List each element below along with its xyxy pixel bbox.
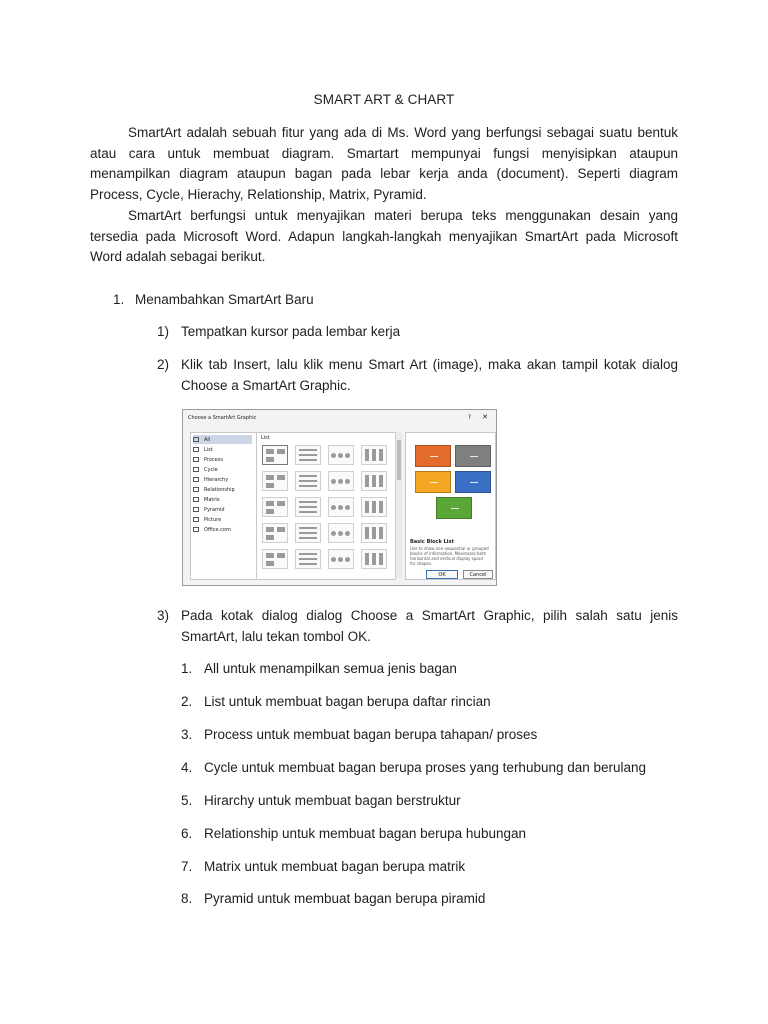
- thumbnail-shape: [299, 563, 317, 565]
- help-icon: ?: [467, 414, 471, 421]
- layout-thumbnail: [328, 497, 354, 517]
- category-item: Process: [193, 455, 252, 464]
- category-cycle-icon: [193, 467, 199, 472]
- preview-description: Use to show non-sequential or grouped blocks of information. Maximizes both horizontal and vertical display space for shapes.: [410, 546, 489, 566]
- preview-block: [436, 497, 472, 519]
- thumbnail-shape: [299, 532, 317, 534]
- option-number: 7.: [181, 859, 193, 874]
- layout-thumbnail: [361, 497, 387, 517]
- category-matrix-icon: [193, 497, 199, 502]
- layout-thumbnail: [328, 471, 354, 491]
- option-number: 6.: [181, 826, 193, 841]
- layout-thumbnail: [262, 523, 288, 543]
- category-list-icon: [193, 447, 199, 452]
- document-title: SMART ART & CHART: [313, 92, 455, 107]
- option-number: 3.: [181, 727, 193, 742]
- option-text: Process untuk membuat bagan berupa tahapan/ proses: [204, 727, 538, 742]
- category-item: Cycle: [193, 465, 252, 474]
- layout-thumbnail: [262, 549, 288, 569]
- category-item: Relationship: [193, 485, 252, 494]
- thumbnail-shape: [372, 501, 376, 513]
- category-relationship-icon: [193, 487, 199, 492]
- category-hierarchy-icon: [193, 477, 199, 482]
- thumbnail-shape: [379, 501, 383, 513]
- preview-block: [415, 445, 451, 467]
- thumbnail-shape: [372, 527, 376, 539]
- section-text: Menambahkan SmartArt Baru: [135, 292, 314, 307]
- thumbnail-shape: [299, 459, 317, 461]
- thumbnail-shape: [299, 485, 317, 487]
- layout-gallery-header: List: [261, 435, 270, 441]
- thumbnail-shape: [277, 527, 285, 532]
- thumbnail-shape: [299, 506, 317, 508]
- section-number: 1.: [113, 292, 125, 307]
- category-item: All: [193, 435, 252, 444]
- thumbnail-shape: [331, 531, 336, 536]
- option-text: Hirarchy untuk membuat bagan berstruktur: [204, 793, 461, 808]
- thumbnail-shape: [277, 553, 285, 558]
- gallery-scrollbar: [395, 432, 402, 578]
- step-text: Klik tab Insert, lalu klik menu Smart Art (image), maka akan tampil kotak dialog Choose a SmartArt Graphic.: [181, 357, 678, 393]
- layout-thumbnail: [328, 445, 354, 465]
- category-item: Hierarchy: [193, 475, 252, 484]
- thumbnail-shape: [379, 527, 383, 539]
- thumbnail-shape: [299, 558, 317, 560]
- thumbnail-shape: [365, 501, 369, 513]
- thumbnail-shape: [266, 501, 274, 506]
- step-text: Pada kotak dialog dialog Choose a SmartArt Graphic, pilih salah satu jenis SmartArt, lalu tekan tombol OK.: [181, 608, 678, 644]
- layout-thumbnail: [328, 523, 354, 543]
- category-pyramid-icon: [193, 507, 199, 512]
- option-text: All untuk menampilkan semua jenis bagan: [204, 661, 457, 676]
- category-item: Pyramid: [193, 505, 252, 514]
- thumbnail-shape: [266, 527, 274, 532]
- thumbnail-shape: [266, 475, 274, 480]
- thumbnail-shape: [338, 505, 343, 510]
- thumbnail-shape: [266, 535, 274, 540]
- category-item: Matrix: [193, 495, 252, 504]
- thumbnail-shape: [266, 553, 274, 558]
- close-icon: ✕: [482, 413, 488, 421]
- thumbnail-shape: [372, 553, 376, 565]
- thumbnail-shape: [299, 511, 317, 513]
- layout-thumbnail: [361, 549, 387, 569]
- option-number: 5.: [181, 793, 193, 808]
- thumbnail-shape: [338, 557, 343, 562]
- thumbnail-shape: [277, 475, 285, 480]
- layout-thumbnail: [295, 497, 321, 517]
- thumbnail-shape: [372, 475, 376, 487]
- thumbnail-shape: [266, 509, 274, 514]
- layout-thumbnail: [295, 471, 321, 491]
- thumbnail-shape: [365, 449, 369, 461]
- thumbnail-shape: [331, 453, 336, 458]
- thumbnail-shape: [299, 475, 317, 477]
- thumbnail-shape: [331, 479, 336, 484]
- paragraph-intro: SmartArt adalah sebuah fitur yang ada di Ms. Word yang berfungsi sebagai suatu bentuk atau cara untuk membuat diagram. Smartart mempunyai fungsi menyisipkan ataupun menampilkan diagram ataupun bagan pada lebar kerja anda (document). Seperti diagram Process, Cycle, Hierachy, Relationship, Matrix, Pyramid.: [90, 125, 678, 203]
- step-number: 1): [157, 324, 170, 339]
- thumbnail-shape: [299, 553, 317, 555]
- layout-thumbnail: [262, 445, 288, 465]
- thumbnail-shape: [277, 449, 285, 454]
- option-text: Pyramid untuk membuat bagan berupa piramid: [204, 891, 486, 906]
- thumbnail-shape: [266, 561, 274, 566]
- option-number: 1.: [181, 661, 193, 676]
- thumbnail-shape: [345, 557, 350, 562]
- category-item: List: [193, 445, 252, 454]
- thumbnail-shape: [331, 557, 336, 562]
- thumbnail-shape: [299, 501, 317, 503]
- step-number: 3): [157, 608, 170, 623]
- thumbnail-shape: [299, 537, 317, 539]
- step-text: Tempatkan kursor pada lembar kerja: [181, 324, 401, 339]
- ok-button: OK: [426, 570, 458, 579]
- preview-name: Basic Block List: [410, 539, 454, 545]
- thumbnail-shape: [266, 449, 274, 454]
- layout-thumbnail: [361, 471, 387, 491]
- thumbnail-shape: [365, 527, 369, 539]
- thumbnail-shape: [299, 480, 317, 482]
- thumbnail-shape: [365, 553, 369, 565]
- dialog-title: Choose a SmartArt Graphic: [188, 415, 257, 421]
- thumbnail-shape: [345, 531, 350, 536]
- layout-thumbnail: [328, 549, 354, 569]
- thumbnail-shape: [266, 483, 274, 488]
- preview-block: [455, 445, 491, 467]
- thumbnail-shape: [345, 453, 350, 458]
- category-item: Picture: [193, 515, 252, 524]
- layout-thumbnail: [295, 445, 321, 465]
- category-list: [190, 432, 257, 580]
- category-picture-icon: [193, 517, 199, 522]
- thumbnail-shape: [372, 449, 376, 461]
- thumbnail-shape: [277, 501, 285, 506]
- preview-block: [415, 471, 451, 493]
- thumbnail-shape: [379, 475, 383, 487]
- thumbnail-shape: [379, 449, 383, 461]
- thumbnail-shape: [379, 553, 383, 565]
- thumbnail-shape: [266, 457, 274, 462]
- preview-block: [455, 471, 491, 493]
- thumbnail-shape: [299, 454, 317, 456]
- thumbnail-shape: [338, 479, 343, 484]
- smartart-dialog-image: [182, 409, 497, 586]
- option-text: Matrix untuk membuat bagan berupa matrik: [204, 859, 466, 874]
- category-all-icon: [193, 437, 199, 442]
- thumbnail-shape: [365, 475, 369, 487]
- option-number: 4.: [181, 760, 193, 775]
- layout-thumbnail: [295, 523, 321, 543]
- scrollbar-thumb: [397, 440, 401, 480]
- layout-preview: [405, 432, 496, 580]
- option-text: Relationship untuk membuat bagan berupa hubungan: [204, 826, 526, 841]
- layout-thumbnail: [262, 471, 288, 491]
- layout-thumbnail: [262, 497, 288, 517]
- cancel-button: Cancel: [463, 570, 493, 579]
- paragraph-function: SmartArt berfungsi untuk menyajikan materi berupa teks menggunakan desain yang tersedia pada Microsoft Word. Adapun langkah-langkah menyajikan SmartArt pada Microsoft Word adalah sebagai berikut.: [90, 208, 678, 265]
- thumbnail-shape: [338, 453, 343, 458]
- thumbnail-shape: [299, 527, 317, 529]
- category-officecom-icon: [193, 527, 199, 532]
- thumbnail-shape: [331, 505, 336, 510]
- category-item: Office.com: [193, 525, 252, 534]
- option-number: 8.: [181, 891, 193, 906]
- thumbnail-shape: [299, 449, 317, 451]
- thumbnail-shape: [338, 531, 343, 536]
- step-number: 2): [157, 357, 170, 372]
- layout-thumbnail: [361, 445, 387, 465]
- layout-gallery: [256, 432, 396, 580]
- thumbnail-shape: [345, 505, 350, 510]
- option-number: 2.: [181, 694, 193, 709]
- layout-thumbnail: [295, 549, 321, 569]
- layout-thumbnail: [361, 523, 387, 543]
- option-text: Cycle untuk membuat bagan berupa proses yang terhubung dan berulang: [204, 760, 647, 775]
- thumbnail-shape: [345, 479, 350, 484]
- category-process-icon: [193, 457, 199, 462]
- option-text: List untuk membuat bagan berupa daftar rincian: [204, 694, 491, 709]
